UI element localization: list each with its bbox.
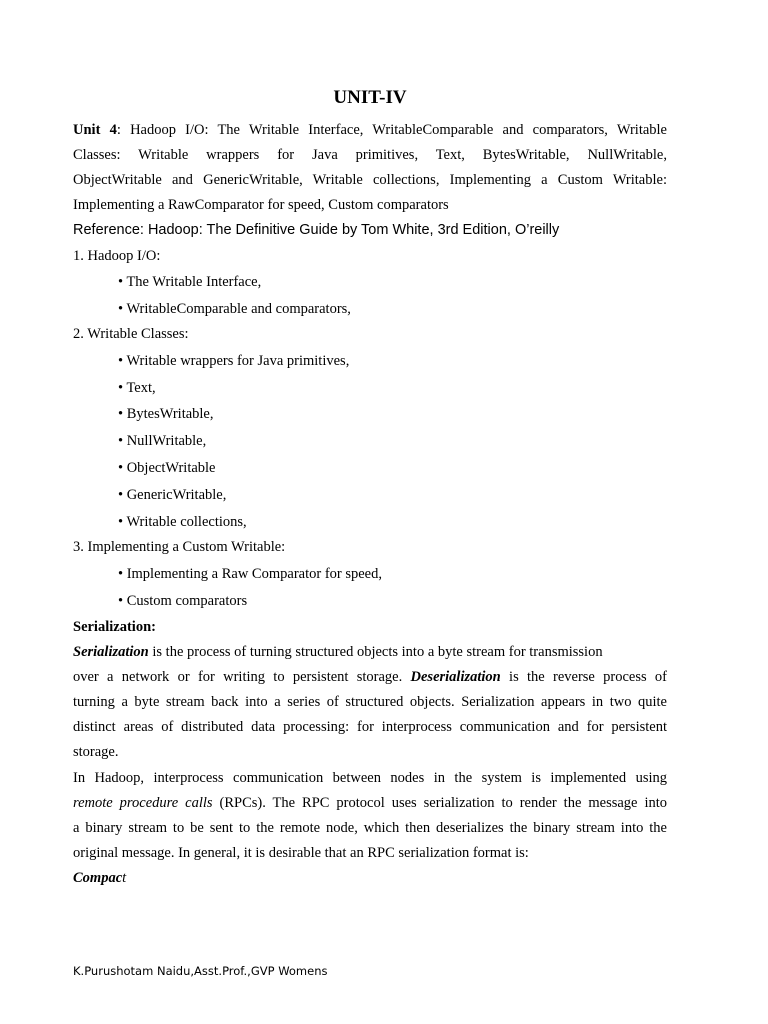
compact-bold-text: Compac bbox=[73, 870, 123, 886]
list-item: • The Writable Interface, bbox=[118, 274, 262, 290]
serialization-heading: Serialization: bbox=[73, 619, 156, 635]
paragraph-text: is the process of turning structured objects into a byte stream for transmission bbox=[148, 644, 603, 660]
serialization-paragraph-1-line-1 bbox=[73, 642, 603, 662]
reference-line: Reference: Hadoop: The Definitive Guide by Tom White, 3rd Edition, O’reilly bbox=[73, 222, 560, 238]
serialization-paragraph-2-line-3: a binary stream to be sent to the remote node, which then deserializes the binary stream into the bbox=[73, 820, 667, 836]
serialization-paragraph-1-line-3: turning a byte stream back into a series of structured objects. Serialization appears in two quite bbox=[73, 694, 667, 710]
list-item: • Writable wrappers for Java primitives, bbox=[118, 353, 350, 369]
section-heading-custom-writable: 3. Implementing a Custom Writable: bbox=[73, 539, 286, 555]
unit-description-line-2: Classes: Writable wrappers for Java primitives, Text, BytesWritable, NullWritable, bbox=[73, 147, 667, 163]
list-item: • Writable collections, bbox=[118, 514, 247, 530]
paragraph-text: over a network or for writing to persistent storage. bbox=[73, 669, 411, 685]
paragraph-text: (RPCs). The RPC protocol uses serialization to render the message into bbox=[212, 795, 667, 811]
serialization-paragraph-1-line-4: distinct areas of distributed data processing: for interprocess communication and for persistent bbox=[73, 719, 667, 735]
unit-line-1-text: : Hadoop I/O: The Writable Interface, WritableComparable and comparators, Writable bbox=[116, 122, 667, 138]
serialization-paragraph-2-line-1: In Hadoop, interprocess communication between nodes in the system is implemented using bbox=[73, 770, 667, 786]
paragraph-text: is the reverse process of bbox=[500, 669, 667, 685]
list-item: • ObjectWritable bbox=[118, 460, 216, 476]
section-heading-writable-classes: 2. Writable Classes: bbox=[73, 326, 189, 342]
unit-label: Unit 4 bbox=[73, 122, 117, 138]
list-item: • WritableComparable and comparators, bbox=[118, 301, 351, 317]
serialization-paragraph-2-line-2 bbox=[73, 793, 667, 813]
page-title: UNIT-IV bbox=[333, 87, 407, 108]
term-deserialization: Deserialization bbox=[410, 669, 501, 685]
unit-description-line-1 bbox=[73, 120, 667, 140]
list-item: • GenericWritable, bbox=[118, 487, 227, 503]
term-serialization: Serialization bbox=[73, 644, 149, 660]
term-remote-procedure-calls: remote procedure calls bbox=[73, 795, 213, 811]
section-heading-hadoop-io: 1. Hadoop I/O: bbox=[73, 248, 161, 264]
page-footer: K.Purushotam Naidu,Asst.Prof.,GVP Womens bbox=[73, 964, 328, 978]
list-item: • NullWritable, bbox=[118, 433, 207, 449]
list-item: • Custom comparators bbox=[118, 593, 248, 609]
unit-description-line-3: ObjectWritable and GenericWritable, Writable collections, Implementing a Custom Writable: bbox=[73, 172, 667, 188]
serialization-paragraph-1-line-5: storage. bbox=[73, 744, 119, 760]
compact-tail-text: t bbox=[122, 870, 127, 886]
list-item: • Implementing a Raw Comparator for speed, bbox=[118, 566, 382, 582]
serialization-paragraph-1-line-2 bbox=[73, 667, 667, 687]
serialization-paragraph-2-line-4: original message. In general, it is desirable that an RPC serialization format is: bbox=[73, 845, 529, 861]
list-item: • BytesWritable, bbox=[118, 406, 214, 422]
compact-heading bbox=[73, 868, 126, 888]
list-item: • Text, bbox=[118, 380, 156, 396]
unit-description-line-4: Implementing a RawComparator for speed, Custom comparators bbox=[73, 197, 449, 213]
